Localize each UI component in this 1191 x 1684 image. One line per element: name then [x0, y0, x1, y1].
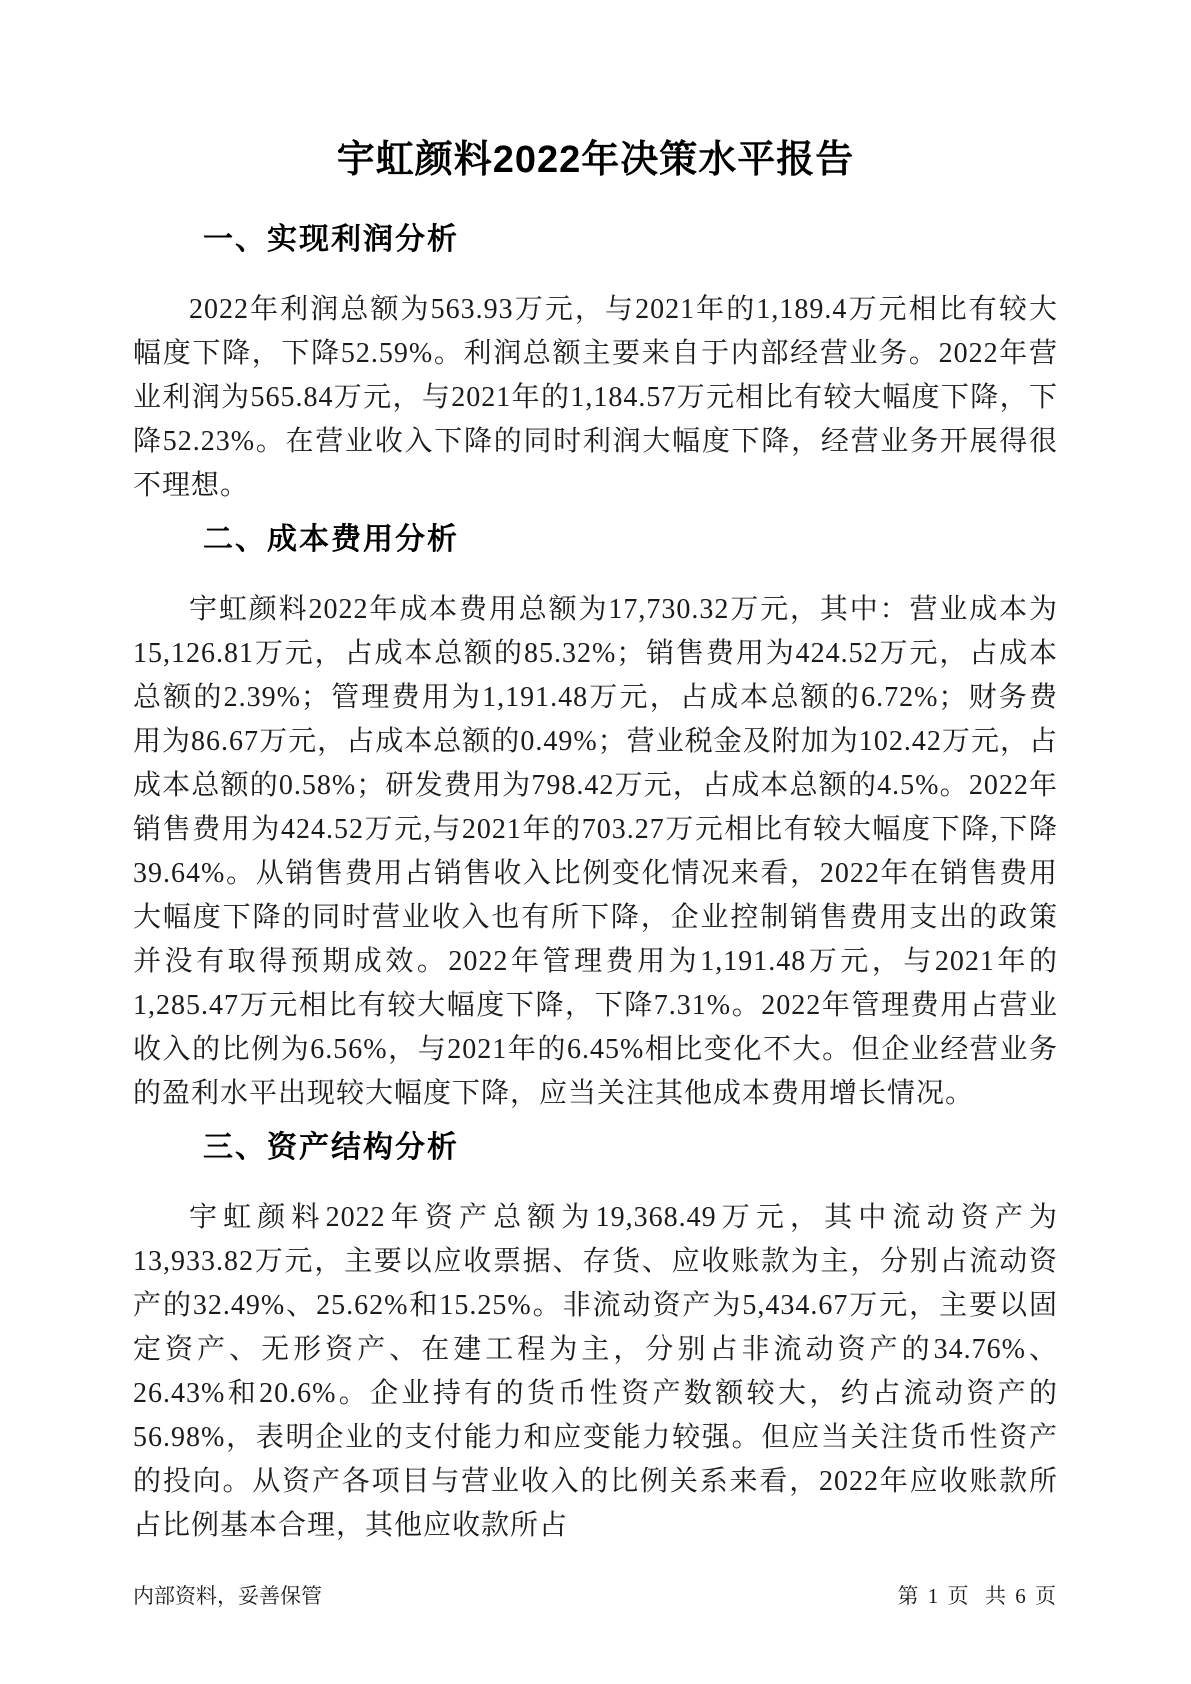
section-asset-structure-analysis	[133, 1130, 1058, 1548]
section-heading-profit-analysis: 一、实现利润分析	[203, 223, 459, 256]
footer-confidential-note: 内部资料，妥善保管	[133, 1584, 322, 1608]
section-cost-expense-analysis	[133, 522, 1058, 1116]
section-profit-analysis	[133, 222, 1058, 508]
paragraph-asset-structure-analysis: 宇虹颜料2022年资产总额为19,368.49万元，其中流动资产为13,933.82万元，主要以应收票据、存货、应收账款为主，分别占流动资产的32.49%、25.62%和15.25%。非流动资产为5,434.67万元，主要以固定资产、无形资产、在建工程为主，分别占非流动资产的34.76%、26.43%和20.6%。企业持有的货币性资产数额较大，约占流动资产的56.98%，表明企业的支付能力和应变能力较强。但应当关注货币性资产的投向。从资产各项目与营业收入的比例关系来看，2022年应收账款所占比例基本合理，其他应收款所占	[133, 1202, 1058, 1541]
paragraph-cost-expense-analysis: 宇虹颜料2022年成本费用总额为17,730.32万元，其中：营业成本为15,126.81万元，占成本总额的85.32%；销售费用为424.52万元，占成本总额的2.39%；管理费用为1,191.48万元，占成本总额的6.72%；财务费用为86.67万元，占成本总额的0.49%；营业税金及附加为102.42万元，占成本总额的0.58%；研发费用为798.42万元，占成本总额的4.5%。2022年销售费用为424.52万元,与2021年的703.27万元相比有较大幅度下降,下降39.64%。从销售费用占销售收入比例变化情况来看，2022年在销售费用大幅度下降的同时营业收入也有所下降，企业控制销售费用支出的政策并没有取得预期成效。2022年管理费用为1,191.48万元，与2021年的1,285.47万元相比有较大幅度下降，下降7.31%。2022年管理费用占营业收入的比例为6.56%，与2021年的6.45%相比变化不大。但企业经营业务的盈利水平出现较大幅度下降，应当关注其他成本费用增长情况。	[133, 594, 1058, 1109]
paragraph-profit-analysis: 2022年利润总额为563.93万元，与2021年的1,189.4万元相比有较大幅度下降，下降52.59%。利润总额主要来自于内部经营业务。2022年营业利润为565.84万元，与2021年的1,184.57万元相比有较大幅度下降，下降52.23%。在营业收入下降的同时利润大幅度下降，经营业务开展得很不理想。	[133, 294, 1058, 501]
page-footer	[133, 1582, 1058, 1610]
document-title: 宇虹颜料2022年决策水平报告	[336, 139, 855, 181]
section-heading-asset-structure-analysis: 三、资产结构分析	[203, 1131, 459, 1164]
section-heading-cost-expense-analysis: 二、成本费用分析	[203, 523, 459, 556]
footer-page-number: 第 1 页 共 6 页	[897, 1584, 1058, 1608]
